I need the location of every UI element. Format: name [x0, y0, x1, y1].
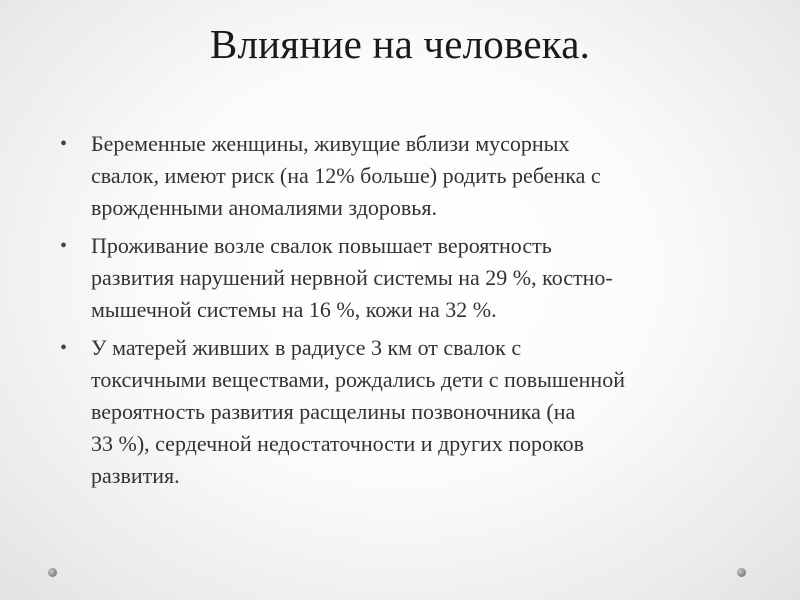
bullet-item: [60, 230, 760, 326]
bullet-line: развития.: [91, 463, 180, 488]
bullet-line: Беременные женщины, живущие вблизи мусорных: [91, 131, 570, 156]
bullet-line: вероятность развития расщелины позвоночника (на: [91, 399, 576, 424]
bullet-line: У матерей живших в радиусе 3 км от свалок с: [91, 335, 522, 360]
bullet-line: врожденными аномалиями здоровья.: [91, 195, 437, 220]
bullet-line: свалок, имеют риск (на 12% больше) родить ребенка с: [91, 163, 601, 188]
bullet-text: [91, 332, 760, 492]
bullet-line: мышечной системы на 16 %, кожи на 32 %.: [91, 297, 497, 322]
bullet-dot-icon: •: [60, 133, 68, 155]
corner-dot-left-icon: [48, 568, 57, 577]
bullet-item: [60, 128, 760, 224]
bullet-line: токсичными веществами, рождались дети с повышенной: [91, 367, 625, 392]
bullet-item: [60, 332, 760, 492]
bullet-line: 33 %), сердечной недостаточности и других пороков: [91, 431, 585, 456]
bullet-text: [91, 230, 760, 326]
bullet-text: [91, 128, 760, 224]
bullet-dot-icon: •: [60, 235, 68, 257]
slide-title: Влияние на человека.: [209, 21, 591, 67]
corner-dot-right-icon: [737, 568, 746, 577]
bullet-dot-icon: •: [60, 337, 68, 359]
bullet-line: развития нарушений нервной системы на 29 %, костно-: [91, 265, 613, 290]
bullet-list: [60, 128, 760, 498]
bullet-line: Проживание возле свалок повышает вероятность: [91, 233, 552, 258]
